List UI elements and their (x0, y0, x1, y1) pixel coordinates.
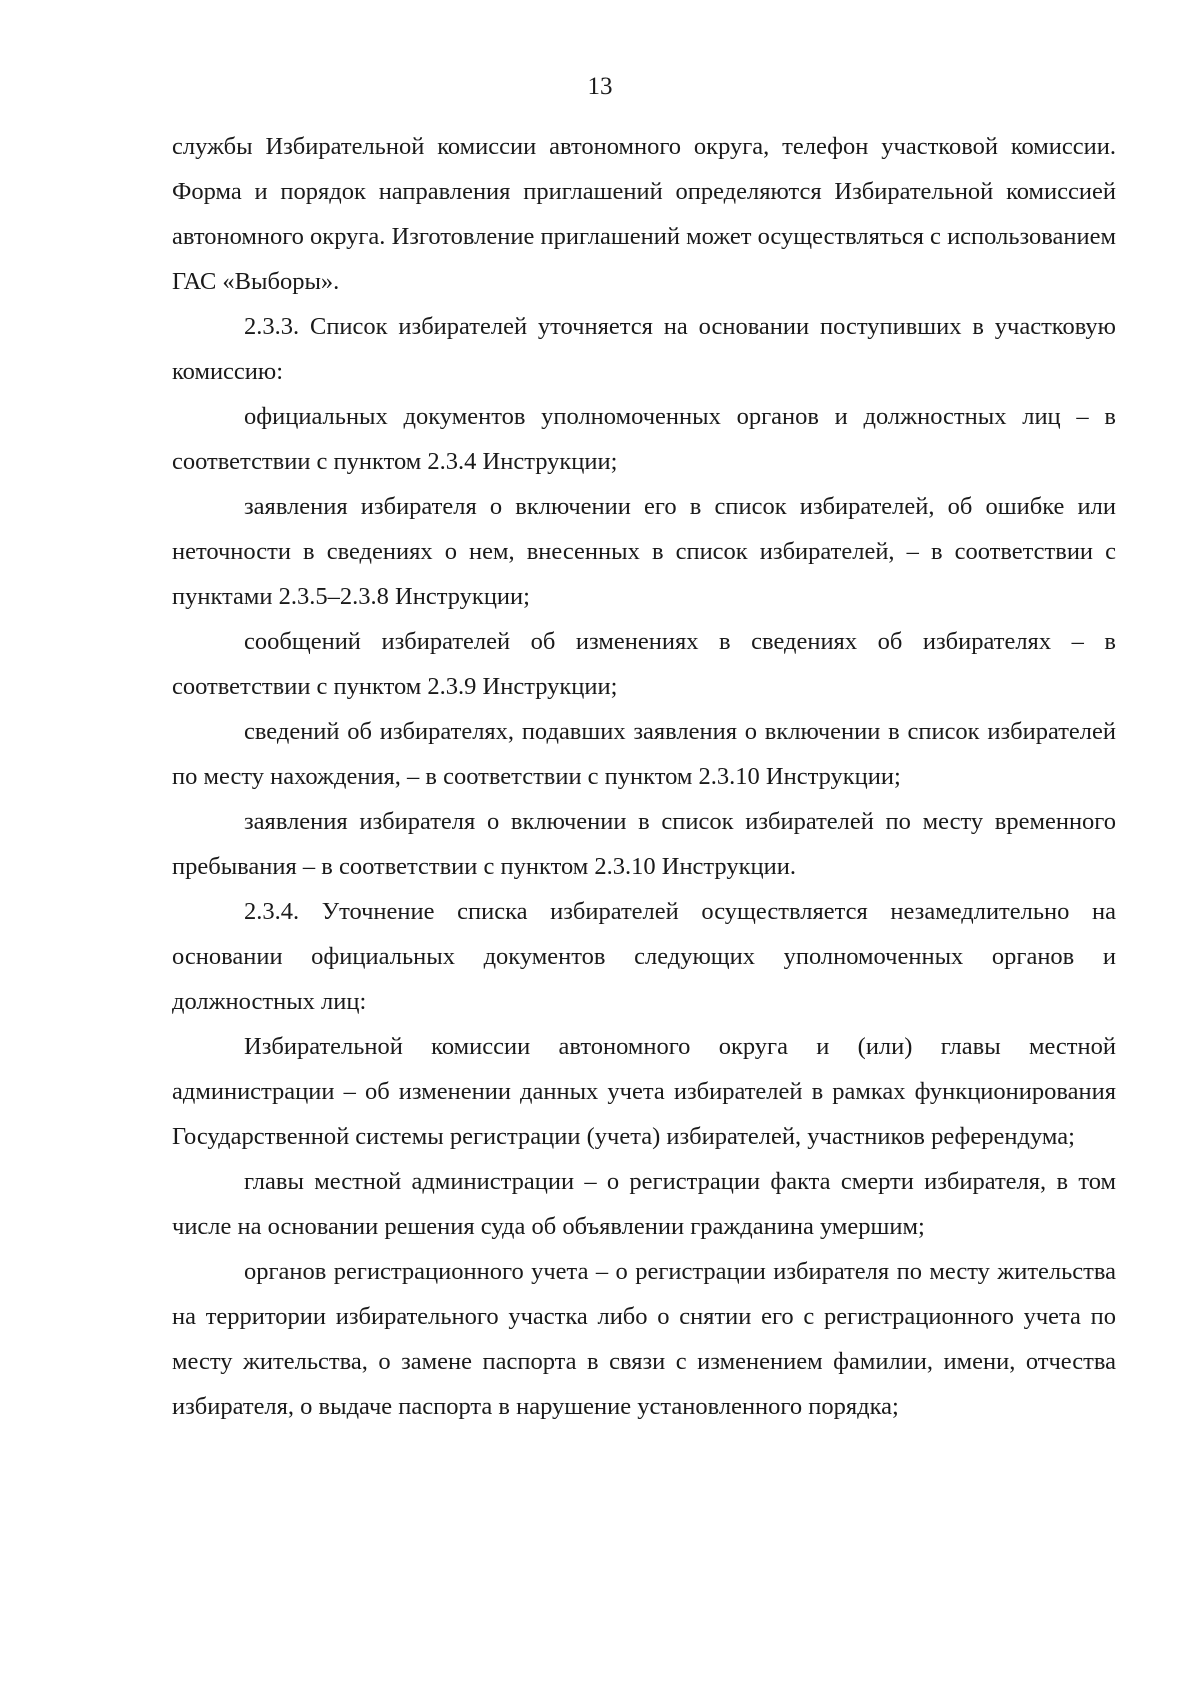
paragraph: службы Избирательной комиссии автономного округа, телефон участковой комиссии. Форма и порядок направления приглашений определяются Избирательной комиссией автономного округа. Изготовление приглашений может осуществляться с использованием ГАС «Выборы». (172, 133, 1116, 295)
paragraph: сведений об избирателях, подавших заявления о включении в список избирателей по месту нахождения, – в соответствии с пунктом 2.3.10 Инструкции; (172, 718, 1116, 790)
paragraph: 2.3.3. Список избирателей уточняется на основании поступивших в участковую комиссию: (172, 313, 1116, 385)
paragraph: сообщений избирателей об изменениях в сведениях об избирателях – в соответствии с пунктом 2.3.9 Инструкции; (172, 628, 1116, 700)
paragraph: 2.3.4. Уточнение списка избирателей осуществляется незамедлительно на основании официальных документов следующих уполномоченных органов и должностных лиц: (172, 898, 1116, 1015)
page-number: 13 (587, 73, 613, 100)
paragraph: органов регистрационного учета – о регистрации избирателя по месту жительства на территории избирательного участка либо о снятии его с регистрационного учета по месту жительства, о замене паспорта в связи с изменением фамилии, имени, отчества избирателя, о выдаче паспорта в нарушение установленного порядка; (172, 1258, 1116, 1420)
document-body (172, 124, 1116, 1429)
paragraph: заявления избирателя о включении его в список избирателей, об ошибке или неточности в сведениях о нем, внесенных в список избирателей, – в соответствии с пунктами 2.3.5–2.3.8 Инструкции; (172, 493, 1116, 610)
paragraph: официальных документов уполномоченных органов и должностных лиц – в соответствии с пунктом 2.3.4 Инструкции; (172, 403, 1116, 475)
paragraph: главы местной администрации – о регистрации факта смерти избирателя, в том числе на основании решения суда об объявлении гражданина умершим; (172, 1168, 1116, 1240)
paragraph: заявления избирателя о включении в список избирателей по месту временного пребывания – в соответствии с пунктом 2.3.10 Инструкции. (172, 808, 1116, 880)
paragraph: Избирательной комиссии автономного округа и (или) главы местной администрации – об изменении данных учета избирателей в рамках функционирования Государственной системы регистрации (учета) избирателей, участников референдума; (172, 1033, 1116, 1150)
